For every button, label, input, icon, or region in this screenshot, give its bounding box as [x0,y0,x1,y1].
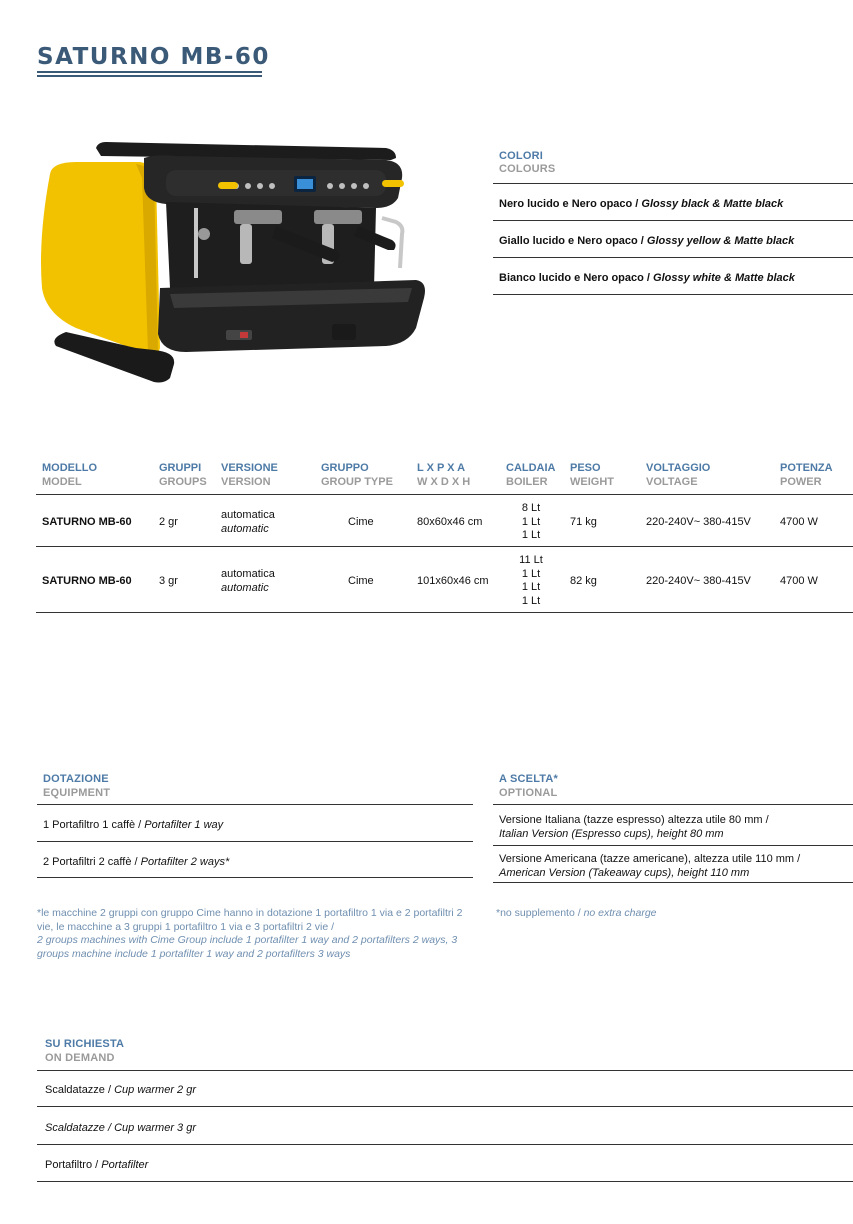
divider [36,546,853,547]
cell-power: 4700 W [780,575,818,587]
colour-option-2 [499,235,794,247]
equipment-heading-en: EQUIPMENT [43,787,111,799]
equipment-item-it: 2 Portafiltri 2 caffè / [43,856,141,868]
colour-option-en: Glossy yellow & Matte black [646,235,795,247]
th-it: POTENZA [780,462,833,474]
optional-item-en: Italian Version (Espresso cups), height 80 mm [499,828,724,840]
boiler-value: 1 Lt [521,594,541,607]
th-group-type [321,461,393,489]
cell-group-type: Cime [348,575,374,587]
optional-item-1 [499,813,769,841]
divider [37,841,473,842]
divider [493,183,853,184]
on-demand-heading-it: SU RICHIESTA [45,1038,125,1050]
equipment-item-it: 1 Portafiltro 1 caffè / [43,819,145,831]
on-demand-item-en: Portafilter [101,1159,149,1171]
divider [493,845,853,846]
th-model [42,461,97,489]
on-demand-item-it: Scaldatazze / [45,1122,115,1134]
equipment-item-2 [43,856,229,868]
divider [36,612,853,613]
cell-groups: 2 gr [159,516,178,528]
cell-weight: 82 kg [570,575,597,587]
colour-option-en: Glossy black & Matte black [641,198,784,210]
cell-groups: 3 gr [159,575,178,587]
optional-heading-it: A SCELTA* [499,773,559,785]
equipment-heading-it: DOTAZIONE [43,773,109,785]
cell-dimensions: 101x60x46 cm [417,575,489,587]
on-demand-item-it: Scaldatazze / [45,1084,115,1096]
colour-option-it: Giallo lucido e Nero opaco / [499,235,647,247]
boiler-value: 1 Lt [521,581,541,593]
th-en: VOLTAGE [646,476,698,488]
optional-item-en: American Version (Takeaway cups), height 110 mm [499,867,750,879]
colours-heading-it: COLORI [499,150,543,162]
th-en: W X D X H [417,476,471,488]
title-underline-2 [37,75,262,77]
th-it: MODELLO [42,462,97,474]
th-weight [570,461,614,489]
th-it: GRUPPI [159,462,202,474]
divider [37,1070,853,1071]
th-version [221,461,278,489]
equipment-item-en: Portafilter 1 way [144,819,224,831]
th-en: GROUP TYPE [321,476,393,488]
cell-group-type: Cime [348,516,374,528]
divider [36,494,853,495]
equipment-item-en: Portafilter 2 ways* [140,856,230,868]
colour-option-en: Glossy white & Matte black [653,272,795,284]
divider [493,294,853,295]
th-en: BOILER [506,476,548,488]
colours-heading-en: COLOURS [499,163,556,175]
cell-version-it: automatica [221,509,275,521]
th-it: GRUPPO [321,462,369,474]
cell-voltage: 220-240V~ 380-415V [646,575,751,587]
on-demand-item-2 [45,1122,196,1134]
cell-model: SATURNO MB-60 [42,516,132,528]
divider [37,1144,853,1145]
on-demand-item-en: Cup warmer 2 gr [114,1084,197,1096]
cell-dimensions: 80x60x46 cm [417,516,483,528]
on-demand-heading-en: ON DEMAND [45,1052,115,1064]
optional-heading-en: OPTIONAL [499,787,558,799]
th-it: VOLTAGGIO [646,462,711,474]
cell-model: SATURNO MB-60 [42,575,132,587]
divider [493,882,853,883]
divider [493,257,853,258]
footnote-en: 2 groups machines with Cime Group include 1 portafilter 1 way and 2 portafilters 2 ways, 3 groups machine include 1 portafilter 1 way and 2 portafilters 3 ways [37,934,458,960]
optional-item-it: Versione Americana (tazze americane), altezza utile 110 mm / [499,853,801,865]
th-power [780,461,833,489]
on-demand-item-en: Cup warmer 3 gr [114,1122,197,1134]
title-underline [37,71,262,73]
th-en: GROUPS [159,476,207,488]
th-it: L X P X A [417,462,466,474]
boiler-value: 1 Lt [521,567,541,580]
cell-version-en: automatic [221,523,269,535]
th-en: POWER [780,476,822,488]
th-boiler [506,461,556,489]
footnote-en: no extra charge [583,907,657,919]
th-it: PESO [570,462,601,474]
colour-option-it: Bianco lucido e Nero opaco / [499,272,654,284]
cell-version-en: automatic [221,582,269,594]
th-en: MODEL [42,476,82,488]
colour-option-3 [499,272,795,284]
cell-power: 4700 W [780,516,818,528]
cell-boiler [506,502,556,543]
th-dimensions [417,461,470,489]
th-it: CALDAIA [506,462,556,474]
divider [493,804,853,805]
divider [37,1106,853,1107]
boiler-value: 1 Lt [521,515,541,528]
equipment-item-1 [43,819,223,831]
on-demand-item-it: Portafiltro / [45,1159,102,1171]
equipment-footnote [37,907,467,961]
boiler-value: 8 Lt [521,502,541,514]
th-voltage [646,461,710,489]
colour-option-1 [499,198,783,210]
divider [37,804,473,805]
boiler-value: 11 Lt [519,554,543,566]
espresso-machine-icon [36,138,428,384]
th-it: VERSIONE [221,462,278,474]
th-en: VERSION [221,476,271,488]
divider [37,1181,853,1182]
cell-version-it: automatica [221,568,275,580]
on-demand-item-3 [45,1159,148,1171]
th-en: WEIGHT [570,476,614,488]
page-title: SATURNO MB-60 [37,44,270,70]
espresso-machine-image [36,138,428,384]
optional-footnote [496,907,657,921]
cell-voltage: 220-240V~ 380-415V [646,516,751,528]
optional-item-it: Versione Italiana (tazze espresso) altezza utile 80 mm / [499,814,769,826]
cell-weight: 71 kg [570,516,597,528]
colour-option-it: Nero lucido e Nero opaco / [499,198,642,210]
footnote-it: *no supplemento / [496,907,584,919]
boiler-value: 1 Lt [521,529,541,541]
th-groups [159,461,207,489]
cell-boiler [506,554,556,608]
on-demand-item-1 [45,1084,196,1096]
footnote-it: *le macchine 2 gruppi con gruppo Cime hanno in dotazione 1 portafiltro 1 via e 2 portafiltri 2 vie, le macchine a 3 gruppi 1 portafiltro 1 via e 3 portafiltri 2 vie / [37,907,463,933]
optional-item-2 [499,852,800,880]
divider [493,220,853,221]
divider [37,877,473,878]
